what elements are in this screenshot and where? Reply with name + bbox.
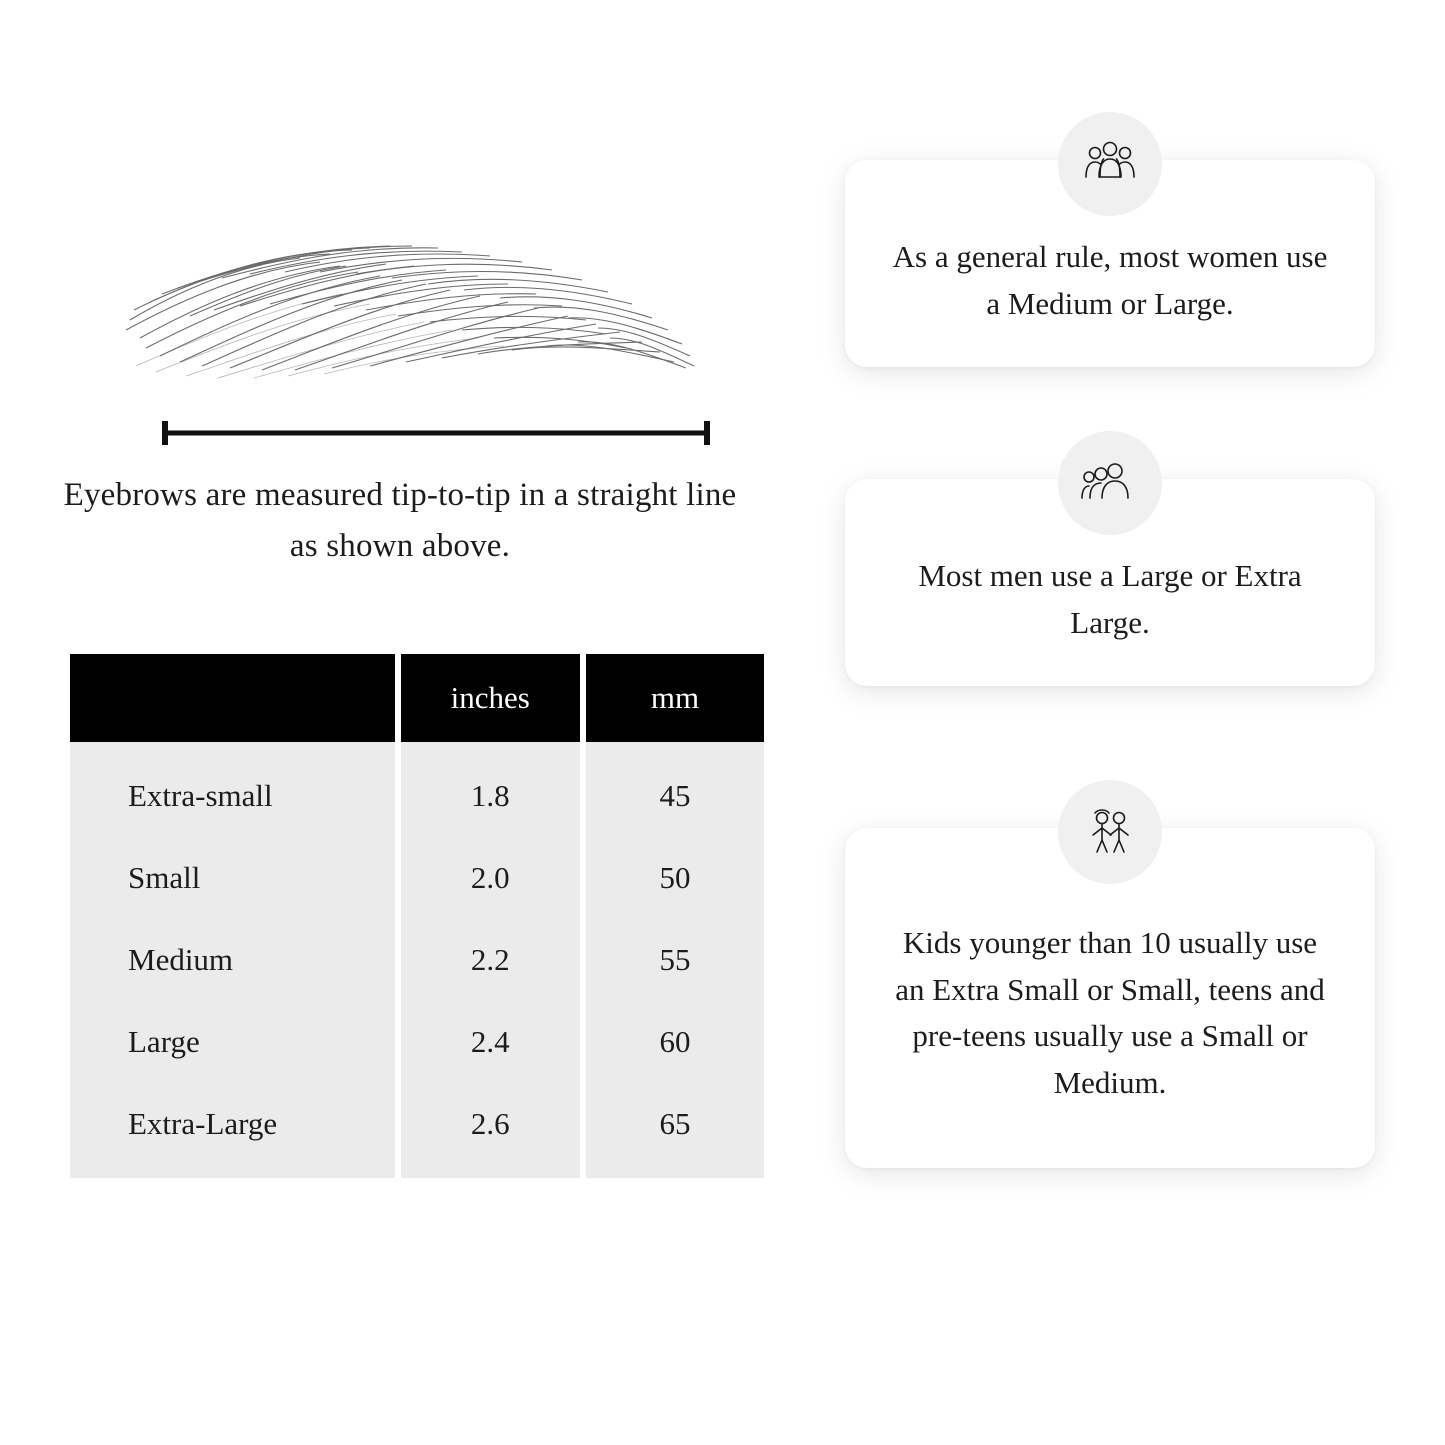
table-row	[70, 742, 764, 837]
info-card-kids-wrap	[845, 828, 1375, 1168]
men-group-icon	[1058, 431, 1162, 535]
cell-size: Extra-small	[70, 742, 395, 837]
table-body	[70, 742, 764, 1178]
cell-inches: 2.4	[401, 1001, 580, 1083]
table-row	[70, 919, 764, 1001]
eyebrow-figure	[90, 170, 730, 460]
table-row	[70, 837, 764, 919]
table-header-mm: mm	[586, 654, 764, 742]
right-column	[845, 160, 1375, 1246]
eyebrow-illustration-icon	[90, 170, 730, 410]
women-group-icon	[1058, 112, 1162, 216]
info-card-women-wrap	[845, 160, 1375, 367]
cell-mm: 65	[586, 1083, 764, 1178]
info-card-men-text: Most men use a Large or Extra Large.	[918, 558, 1302, 640]
info-card-men-wrap	[845, 479, 1375, 686]
measurement-bar-icon	[160, 418, 712, 448]
cell-mm: 55	[586, 919, 764, 1001]
figure-caption: Eyebrows are measured tip-to-tip in a straight line as shown above.	[63, 477, 737, 565]
cell-mm: 50	[586, 837, 764, 919]
table-header	[70, 654, 764, 742]
info-card-women-text: As a general rule, most women use a Medium or Large.	[892, 239, 1328, 321]
cell-mm: 45	[586, 742, 764, 837]
info-card-kids-text: Kids younger than 10 usually use an Extra Small or Small, teens and pre-teens usually use a Small or Medium.	[895, 925, 1325, 1100]
cell-size: Small	[70, 837, 395, 919]
cell-inches: 2.2	[401, 919, 580, 1001]
table-header-size	[70, 654, 395, 742]
kids-group-icon	[1058, 780, 1162, 884]
left-column	[63, 170, 770, 1178]
size-table	[64, 654, 770, 1178]
cell-inches: 1.8	[401, 742, 580, 837]
table-row	[70, 1001, 764, 1083]
cell-inches: 2.6	[401, 1083, 580, 1178]
cell-size: Extra-Large	[70, 1083, 395, 1178]
table-header-row	[70, 654, 764, 742]
cell-inches: 2.0	[401, 837, 580, 919]
cell-size: Large	[70, 1001, 395, 1083]
table-row	[70, 1083, 764, 1178]
table-header-inches: inches	[401, 654, 580, 742]
cell-size: Medium	[70, 919, 395, 1001]
cell-mm: 60	[586, 1001, 764, 1083]
